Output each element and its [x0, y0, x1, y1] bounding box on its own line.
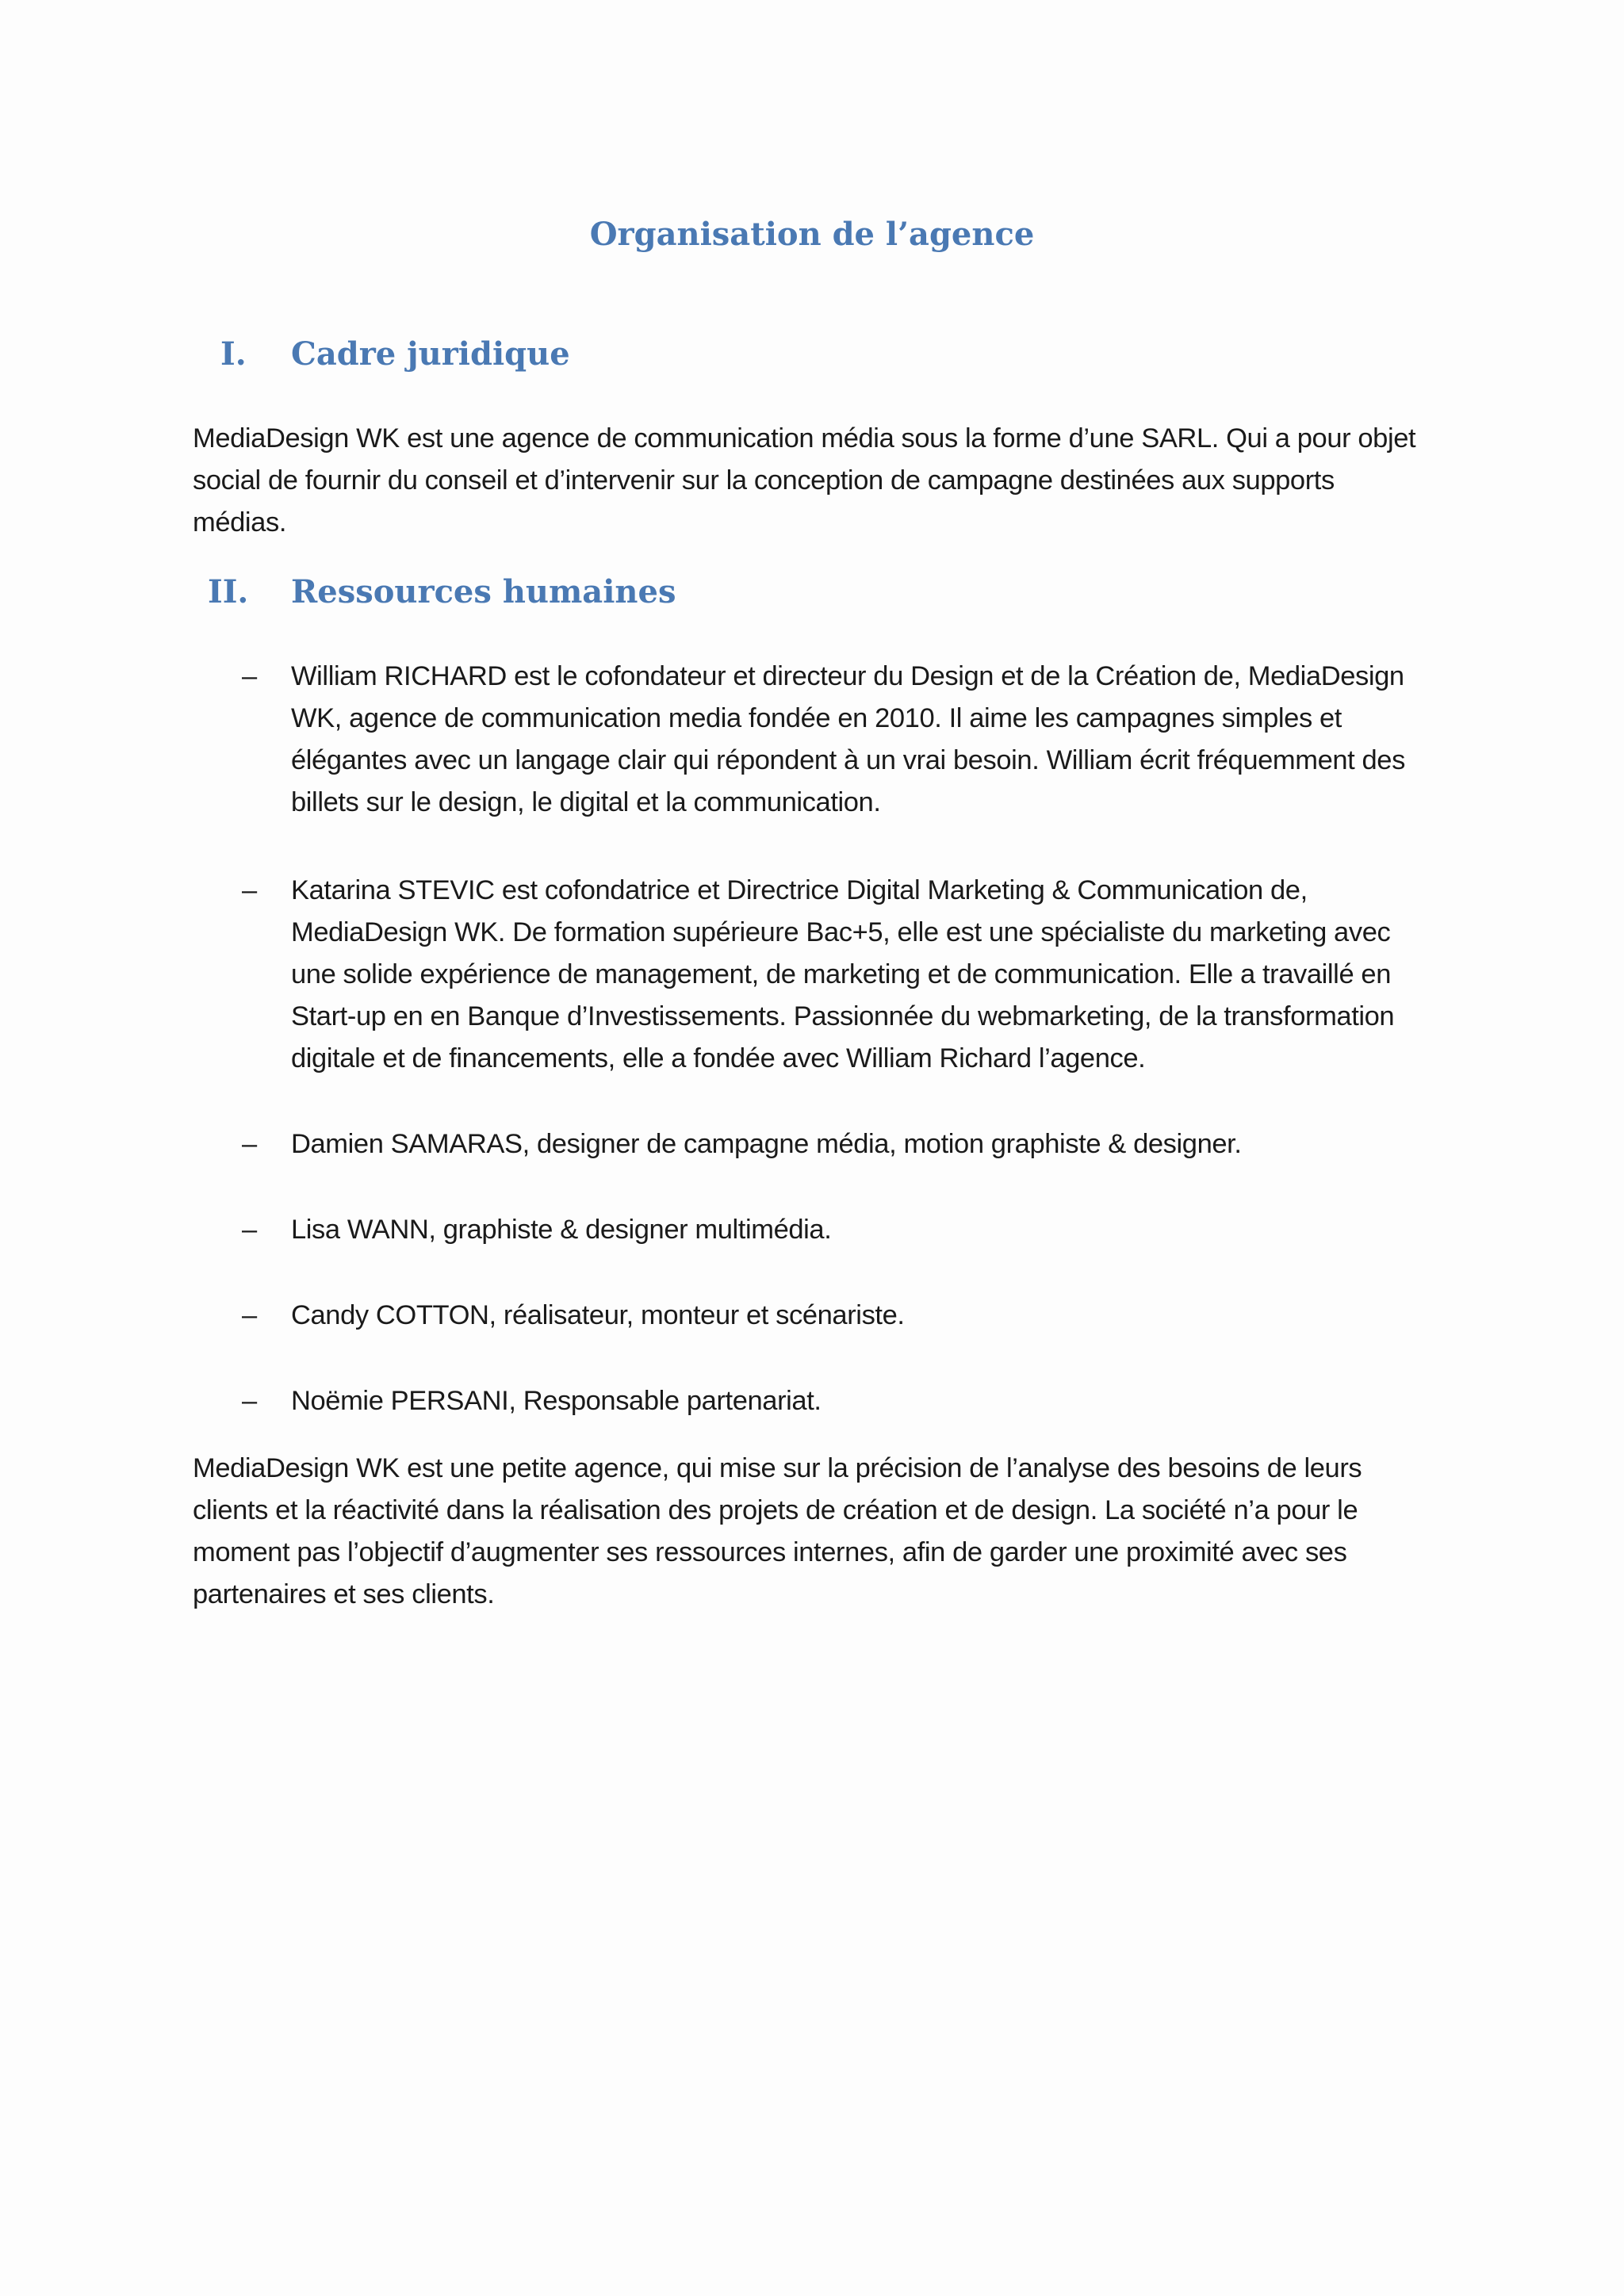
bullet-marker: –: [242, 1386, 258, 1416]
intro-paragraph: MediaDesign WK est une agence de communication média sous la forme d’une SARL. Qui a pour objet social de fournir du conseil et d’intervenir sur la conception de campagne destinées aux supports médias.: [193, 423, 1416, 538]
bullet-marker: –: [242, 661, 258, 691]
section-title: Cadre juridique: [291, 335, 570, 373]
list-item-text: Katarina STEVIC est cofondatrice et Directrice Digital Marketing & Communication de, MediaDesign WK. De formation supérieure Bac+5, elle est une spécialiste du marketing avec une solide expérience de management, de marketing et de communication. Elle a travaillé en Start-up en en Banque d’Investissements. Passionnée du webmarketing, de la transformation digitale et de financements, elle a fondée avec William Richard l’agence.: [291, 875, 1395, 1073]
section-title: Ressources humaines: [291, 573, 676, 610]
document-title: Organisation de l’agence: [589, 216, 1035, 253]
list-item-text: Lisa WANN, graphiste & designer multimédia.: [291, 1215, 832, 1245]
bullet-marker: –: [242, 1129, 258, 1159]
list-item-text: Damien SAMARAS, designer de campagne média, motion graphiste & designer.: [291, 1129, 1242, 1159]
bullet-marker: –: [242, 875, 258, 905]
bullet-marker: –: [242, 1215, 258, 1245]
closing-paragraph: MediaDesign WK est une petite agence, qui mise sur la précision de l’analyse des besoins de leurs clients et la réactivité dans la réalisation des projets de création et de design. La société n’a pour le moment pas l’objectif d’augmenter ses ressources internes, afin de garder une proximité avec ses partenaires et ses clients.: [193, 1453, 1362, 1609]
section-number: II.: [208, 573, 249, 610]
list-item-text: William RICHARD est le cofondateur et directeur du Design et de la Création de, MediaDesign WK, agence de communication media fondée en 2010. Il aime les campagnes simples et élégantes avec un langage clair qui répondent à un vrai besoin. William écrit fréquemment des billets sur le design, le digital et la communication.: [291, 661, 1405, 817]
list-item-text: Noëmie PERSANI, Responsable partenariat.: [291, 1386, 822, 1416]
list-item-text: Candy COTTON, réalisateur, monteur et scénariste.: [291, 1300, 905, 1330]
section-number: I.: [220, 335, 247, 373]
bullet-marker: –: [242, 1300, 258, 1330]
